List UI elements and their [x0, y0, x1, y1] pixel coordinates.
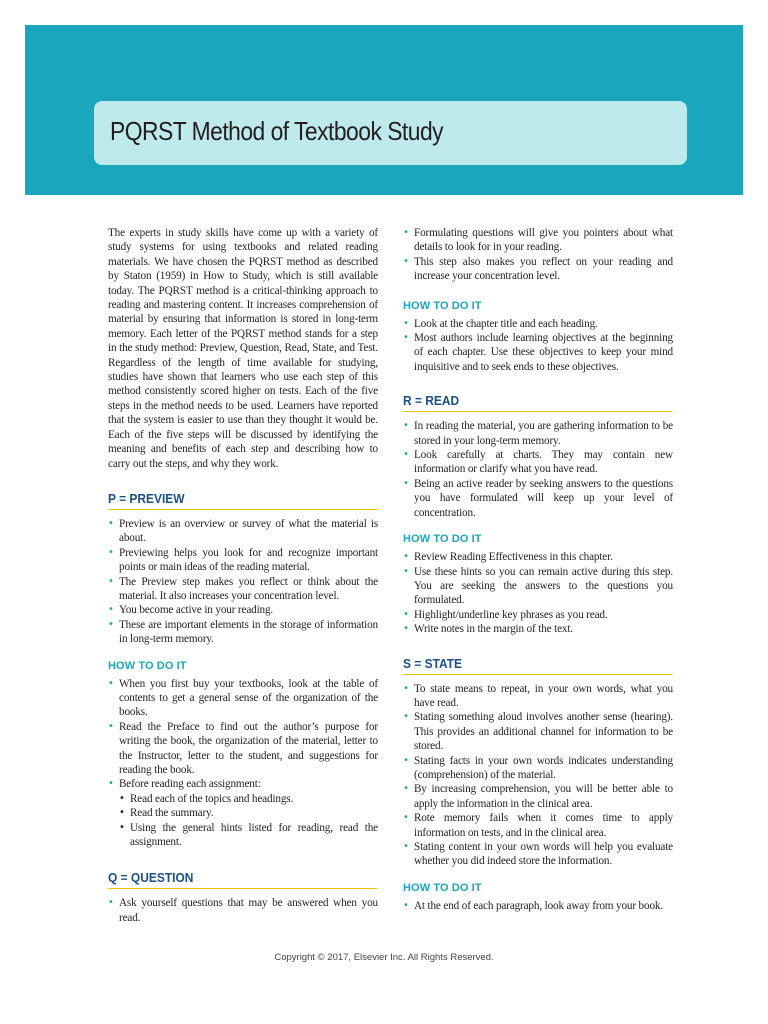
preview-howto-list [108, 677, 378, 850]
list-item [108, 777, 378, 849]
list-item: • Review Reading Effectiveness in this chapter. [403, 550, 673, 564]
read-howto-heading: HOW TO DO IT [403, 533, 482, 546]
list-item: • Stating content in your own words will help you evaluate whether you did indeed store the information. [403, 840, 673, 869]
list-item: • Stating facts in your own words indicates understanding (comprehension) of the material. [403, 754, 673, 783]
sub-list-item: • Read each of the topics and headings. [119, 792, 378, 806]
preview-howto-sublist [119, 792, 378, 850]
list-item: • Use these hints so you can remain active during this step. You are seeking the answers to the questions you formulated. [403, 565, 673, 608]
list-item: • Highlight/underline key phrases as you read. [403, 608, 673, 622]
preview-heading: P = PREVIEW [108, 491, 378, 510]
copyright-footer: Copyright © 2017, Elsevier Inc. All Rights Reserved. [274, 952, 494, 963]
right-column [403, 226, 673, 913]
question-howto-list [403, 317, 673, 375]
list-item: • Rote memory fails when it comes time to apply information on tests, and in the clinical area. [403, 811, 673, 840]
read-heading: R = READ [403, 393, 673, 412]
list-item: • Look carefully at charts. They may contain new information or clarify what you have read. [403, 448, 673, 477]
sub-list-item: • Using the general hints listed for reading, read the assignment. [119, 821, 378, 850]
list-item: • Formulating questions will give you pointers about what details to look for in your reading. [403, 226, 673, 255]
list-item: • By increasing comprehension, you will be better able to apply the information in the clinical area. [403, 782, 673, 811]
list-item: • Being an active reader by seeking answers to the questions you have formulated will keep up your level of concentration. [403, 477, 673, 520]
state-howto-heading: HOW TO DO IT [403, 881, 482, 894]
intro-paragraph: The experts in study skills have come up with a variety of study systems for using textbooks and related reading materials. We have chosen the PQRST method as described by Staton (1959) in How to Study, which is still available today. The PQRST method is a critical-thinking approach to reading and mastering content. It increases comprehension of material by ensuring that information is stored in long-term memory. Each letter of the PQRST method stands for a step in the study method: Preview, Question, Read, State, and Test. Regardless of the length of time available for studying, studies have shown that learners who use each step of this method consistently scored higher on tests. Each of the five steps in the method needs to be used. Learners have reported that the system is easier to use than they thought it would be. Each of the five steps will be discussed by identifying the meaning and benefits of each step and describing how to carry out the steps, and why they work. [108, 227, 378, 470]
list-item: • At the end of each paragraph, look away from your book. [403, 899, 673, 913]
list-item: • Ask yourself questions that may be answered when you read. [108, 896, 378, 925]
page-title: PQRST Method of Textbook Study [110, 116, 444, 146]
question-points-start [108, 896, 378, 925]
left-column [108, 226, 378, 925]
list-item: • This step also makes you reflect on your reading and increase your concentration level. [403, 255, 673, 284]
list-item: • These are important elements in the storage of information in long-term memory. [108, 618, 378, 647]
list-item: • Read the Preface to find out the author’s purpose for writing the book, the organization of the material, letter to the Instructor, letter to the student, and suggestions for reading the book. [108, 720, 378, 778]
preview-howto-heading: HOW TO DO IT [108, 659, 187, 672]
list-item: • Look at the chapter title and each heading. [403, 317, 673, 331]
read-howto-list [403, 550, 673, 636]
list-item-text: Before reading each assignment: [119, 778, 261, 791]
list-item: • Previewing helps you look for and recognize important points or main ideas of the reading material. [108, 546, 378, 575]
preview-points [108, 517, 378, 647]
question-points-continued [403, 226, 673, 284]
title-box [94, 101, 687, 165]
state-points [403, 682, 673, 869]
question-howto-heading: HOW TO DO IT [403, 299, 482, 312]
state-heading: S = STATE [403, 656, 673, 675]
list-item: • Most authors include learning objectives at the beginning of each chapter. Use these objectives to keep your mind inquisitive and to seek ends to these objectives. [403, 331, 673, 374]
read-points [403, 419, 673, 520]
list-item: • Write notes in the margin of the text. [403, 622, 673, 636]
question-heading: Q = QUESTION [108, 870, 378, 889]
list-item: • Preview is an overview or survey of what the material is about. [108, 517, 378, 546]
list-item: • The Preview step makes you reflect or think about the material. It also increases your concentration level. [108, 575, 378, 604]
list-item: • In reading the material, you are gathering information to be stored in your long-term memory. [403, 419, 673, 448]
list-item: • When you first buy your textbooks, look at the table of contents to get a general sense of the organization of the books. [108, 677, 378, 720]
state-howto-list [403, 899, 673, 913]
list-item: • To state means to repeat, in your own words, what you have read. [403, 682, 673, 711]
list-item: • Stating something aloud involves another sense (hearing). This provides an additional channel for information to be stored. [403, 710, 673, 753]
list-item: • You become active in your reading. [108, 603, 378, 617]
sub-list-item: • Read the summary. [119, 806, 378, 820]
